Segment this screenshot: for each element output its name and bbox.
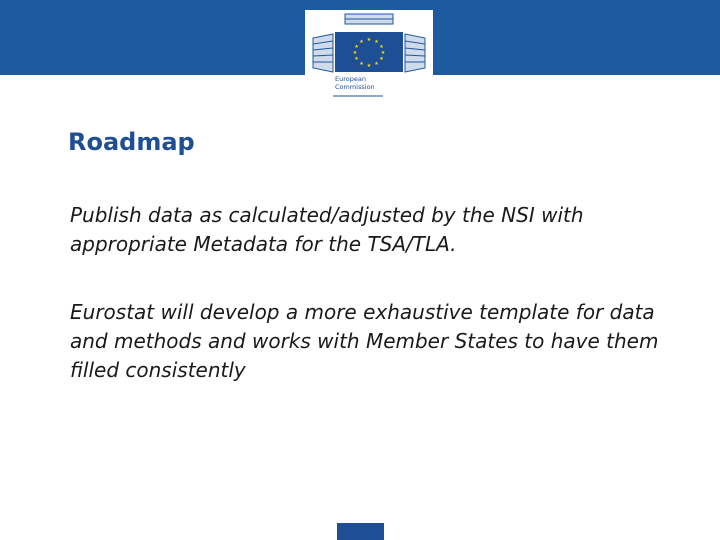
paragraph-2: Eurostat will develop a more exhaustive template for data and methods and works with Member States to have them filled consistently: [70, 300, 659, 382]
svg-text:★: ★: [366, 63, 372, 69]
logo-line-1: European: [335, 75, 366, 83]
svg-text:★: ★: [366, 37, 372, 43]
svg-text:★: ★: [379, 44, 384, 50]
paragraph-1: Publish data as calculated/adjusted by the NSI with appropriate Metadata for the TSA/TLA.: [70, 203, 584, 256]
svg-text:★: ★: [352, 50, 358, 56]
svg-text:★: ★: [379, 56, 384, 62]
footer-accent-bar: [337, 523, 384, 540]
svg-text:★: ★: [374, 39, 379, 45]
logo-line-2: Commission: [335, 83, 375, 91]
svg-text:★: ★: [354, 44, 359, 50]
european-commission-logo: [305, 10, 433, 100]
svg-text:★: ★: [374, 61, 379, 67]
svg-text:★: ★: [354, 56, 359, 62]
svg-text:★: ★: [380, 50, 386, 56]
slide-title: Roadmap: [68, 128, 195, 156]
logo-wordmark: [335, 75, 375, 91]
svg-text:★: ★: [359, 61, 364, 67]
svg-text:★: ★: [359, 39, 364, 45]
